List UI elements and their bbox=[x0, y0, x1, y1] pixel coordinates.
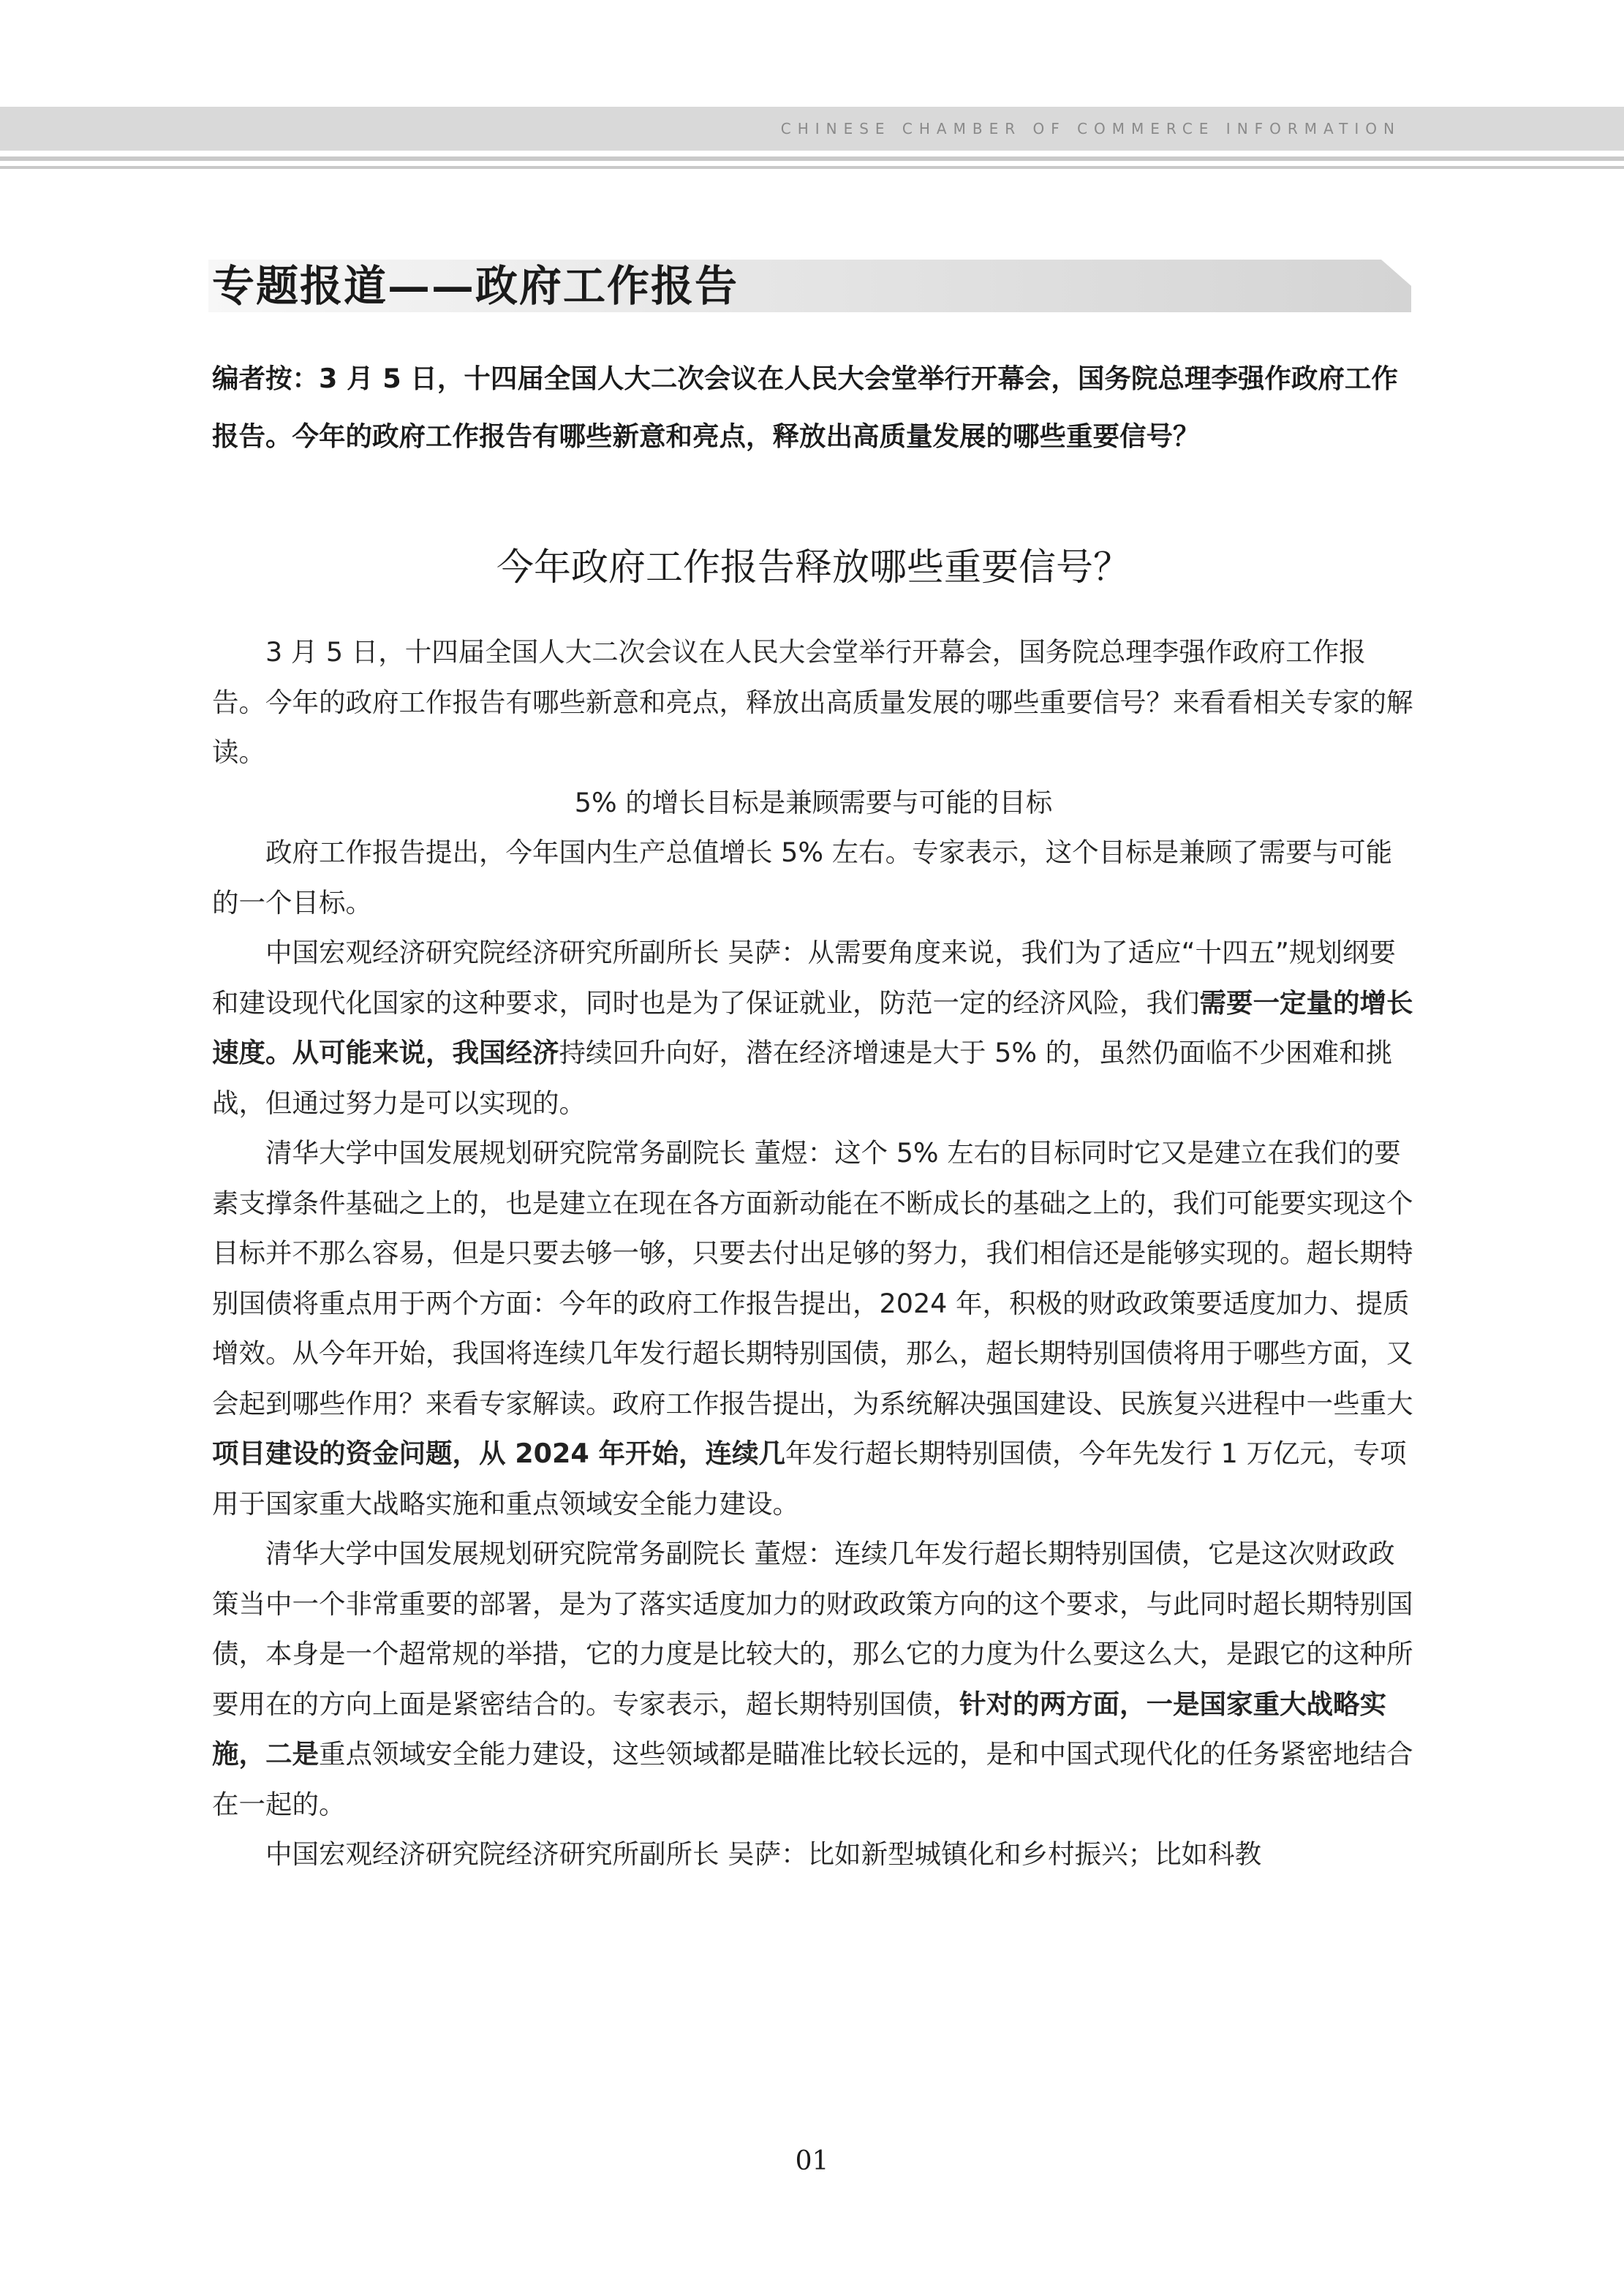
editor-note: 编者按：3 月 5 日，十四届全国人大二次会议在人民大会堂举行开幕会，国务院总理李强作政府工作报告。今年的政府工作报告有哪些新意和亮点，释放出高质量发展的哪些重要信号？ bbox=[212, 363, 1398, 452]
bold-run: 项目建设的资金问题，从 2024 年开始，连续几 bbox=[212, 1438, 786, 1469]
paragraph-wu-sa-1 bbox=[212, 928, 1415, 1128]
sub-heading-number: 5% bbox=[574, 786, 617, 818]
article-title: 今年政府工作报告释放哪些重要信号？ bbox=[496, 546, 1130, 589]
bold-run: 需要一定量的增长速度。从可能来说，我国经济 bbox=[212, 986, 1413, 1068]
text-run: 年发行超长期特别国债，今年先发行 1 万亿元，专项用于国家重大战略实施和重点领域安全能力建设。 bbox=[212, 1438, 1407, 1520]
paragraph-dong-yu-2 bbox=[212, 1529, 1415, 1830]
header-rule bbox=[0, 156, 1624, 161]
sub-heading-text: 的增长目标是兼顾需要与可能的目标 bbox=[616, 786, 1053, 818]
publication-name: CHINESE CHAMBER OF COMMERCE INFORMATION bbox=[780, 120, 1401, 137]
section-title: 专题报道——政府工作报告 bbox=[212, 261, 739, 311]
text-run: 清华大学中国发展规划研究院常务副院长 董煜：这个 5% 左右的目标同时它又是建立在我们的要素支撑条件基础之上的，也是建立在现在各方面新动能在不断成长的基础之上的，我们可能要实现这个目标并不那么容易，但是只要去够一够，只要去付出足够的努力，我们相信还是能够实现的。超长期特别国债将重点用于两个方面：今年的政府工作报告提出，2024 年，积极的财政政策要适度加力、提质增效。从今年开始，我国将连续几年发行超长期特别国债，那么，超长期特别国债将用于哪些方面，又会起到哪些作用？来看专家解读。政府工作报告提出，为系统解决强国建设、民族复兴进程中一些重大 bbox=[212, 1137, 1413, 1419]
text-run: 清华大学中国发展规划研究院常务副院长 董煜：连续几年发行超长期特别国债，它是这次财政政策当中一个非常重要的部署，是为了落实适度加力的财政政策方向的这个要求，与此同时超长期特别国债，本身是一个超常规的举措，它的力度是比较大的，那么它的力度为什么要这么大，是跟它的这种所要用在的方向上面是紧密结合的。专家表示，超长期特别国债， bbox=[212, 1538, 1413, 1720]
article-body bbox=[212, 627, 1415, 1880]
paragraph-dong-yu-1 bbox=[212, 1128, 1415, 1529]
paragraph-growth-target: 政府工作报告提出，今年国内生产总值增长 5% 左右。专家表示，这个目标是兼顾了需要与可能的一个目标。 bbox=[212, 837, 1393, 918]
text-run: 重点领域安全能力建设，这些领域都是瞄准比较长远的，是和中国式现代化的任务紧密地结合在一起的。 bbox=[212, 1738, 1413, 1820]
text-run: 中国宏观经济研究院经济研究所副所长 吴萨：从需要角度来说，我们为了适应“十四五”规划纲要和建设现代化国家的这种要求，同时也是为了保证就业，防范一定的经济风险，我们 bbox=[212, 937, 1396, 1019]
paragraph-wu-sa-2: 中国宏观经济研究院经济研究所副所长 吴萨：比如新型城镇化和乡村振兴；比如科教 bbox=[265, 1838, 1262, 1870]
bold-run: 针对的两方面，一是国家重大战略实施，二是 bbox=[212, 1688, 1386, 1770]
page-number: 01 bbox=[795, 2146, 829, 2176]
header-rule-thin bbox=[0, 166, 1624, 169]
text-run: 持续回升向好，潜在经济增速是大于 5% 的，虽然仍面临不少困难和挑战，但通过努力是可以实现的。 bbox=[212, 1037, 1393, 1119]
sub-heading bbox=[212, 778, 1415, 829]
paragraph-intro: 3 月 5 日，十四届全国人大二次会议在人民大会堂举行开幕会，国务院总理李强作政府工作报告。今年的政府工作报告有哪些新意和亮点，释放出高质量发展的哪些重要信号？来看看相关专家的解读。 bbox=[212, 636, 1413, 768]
